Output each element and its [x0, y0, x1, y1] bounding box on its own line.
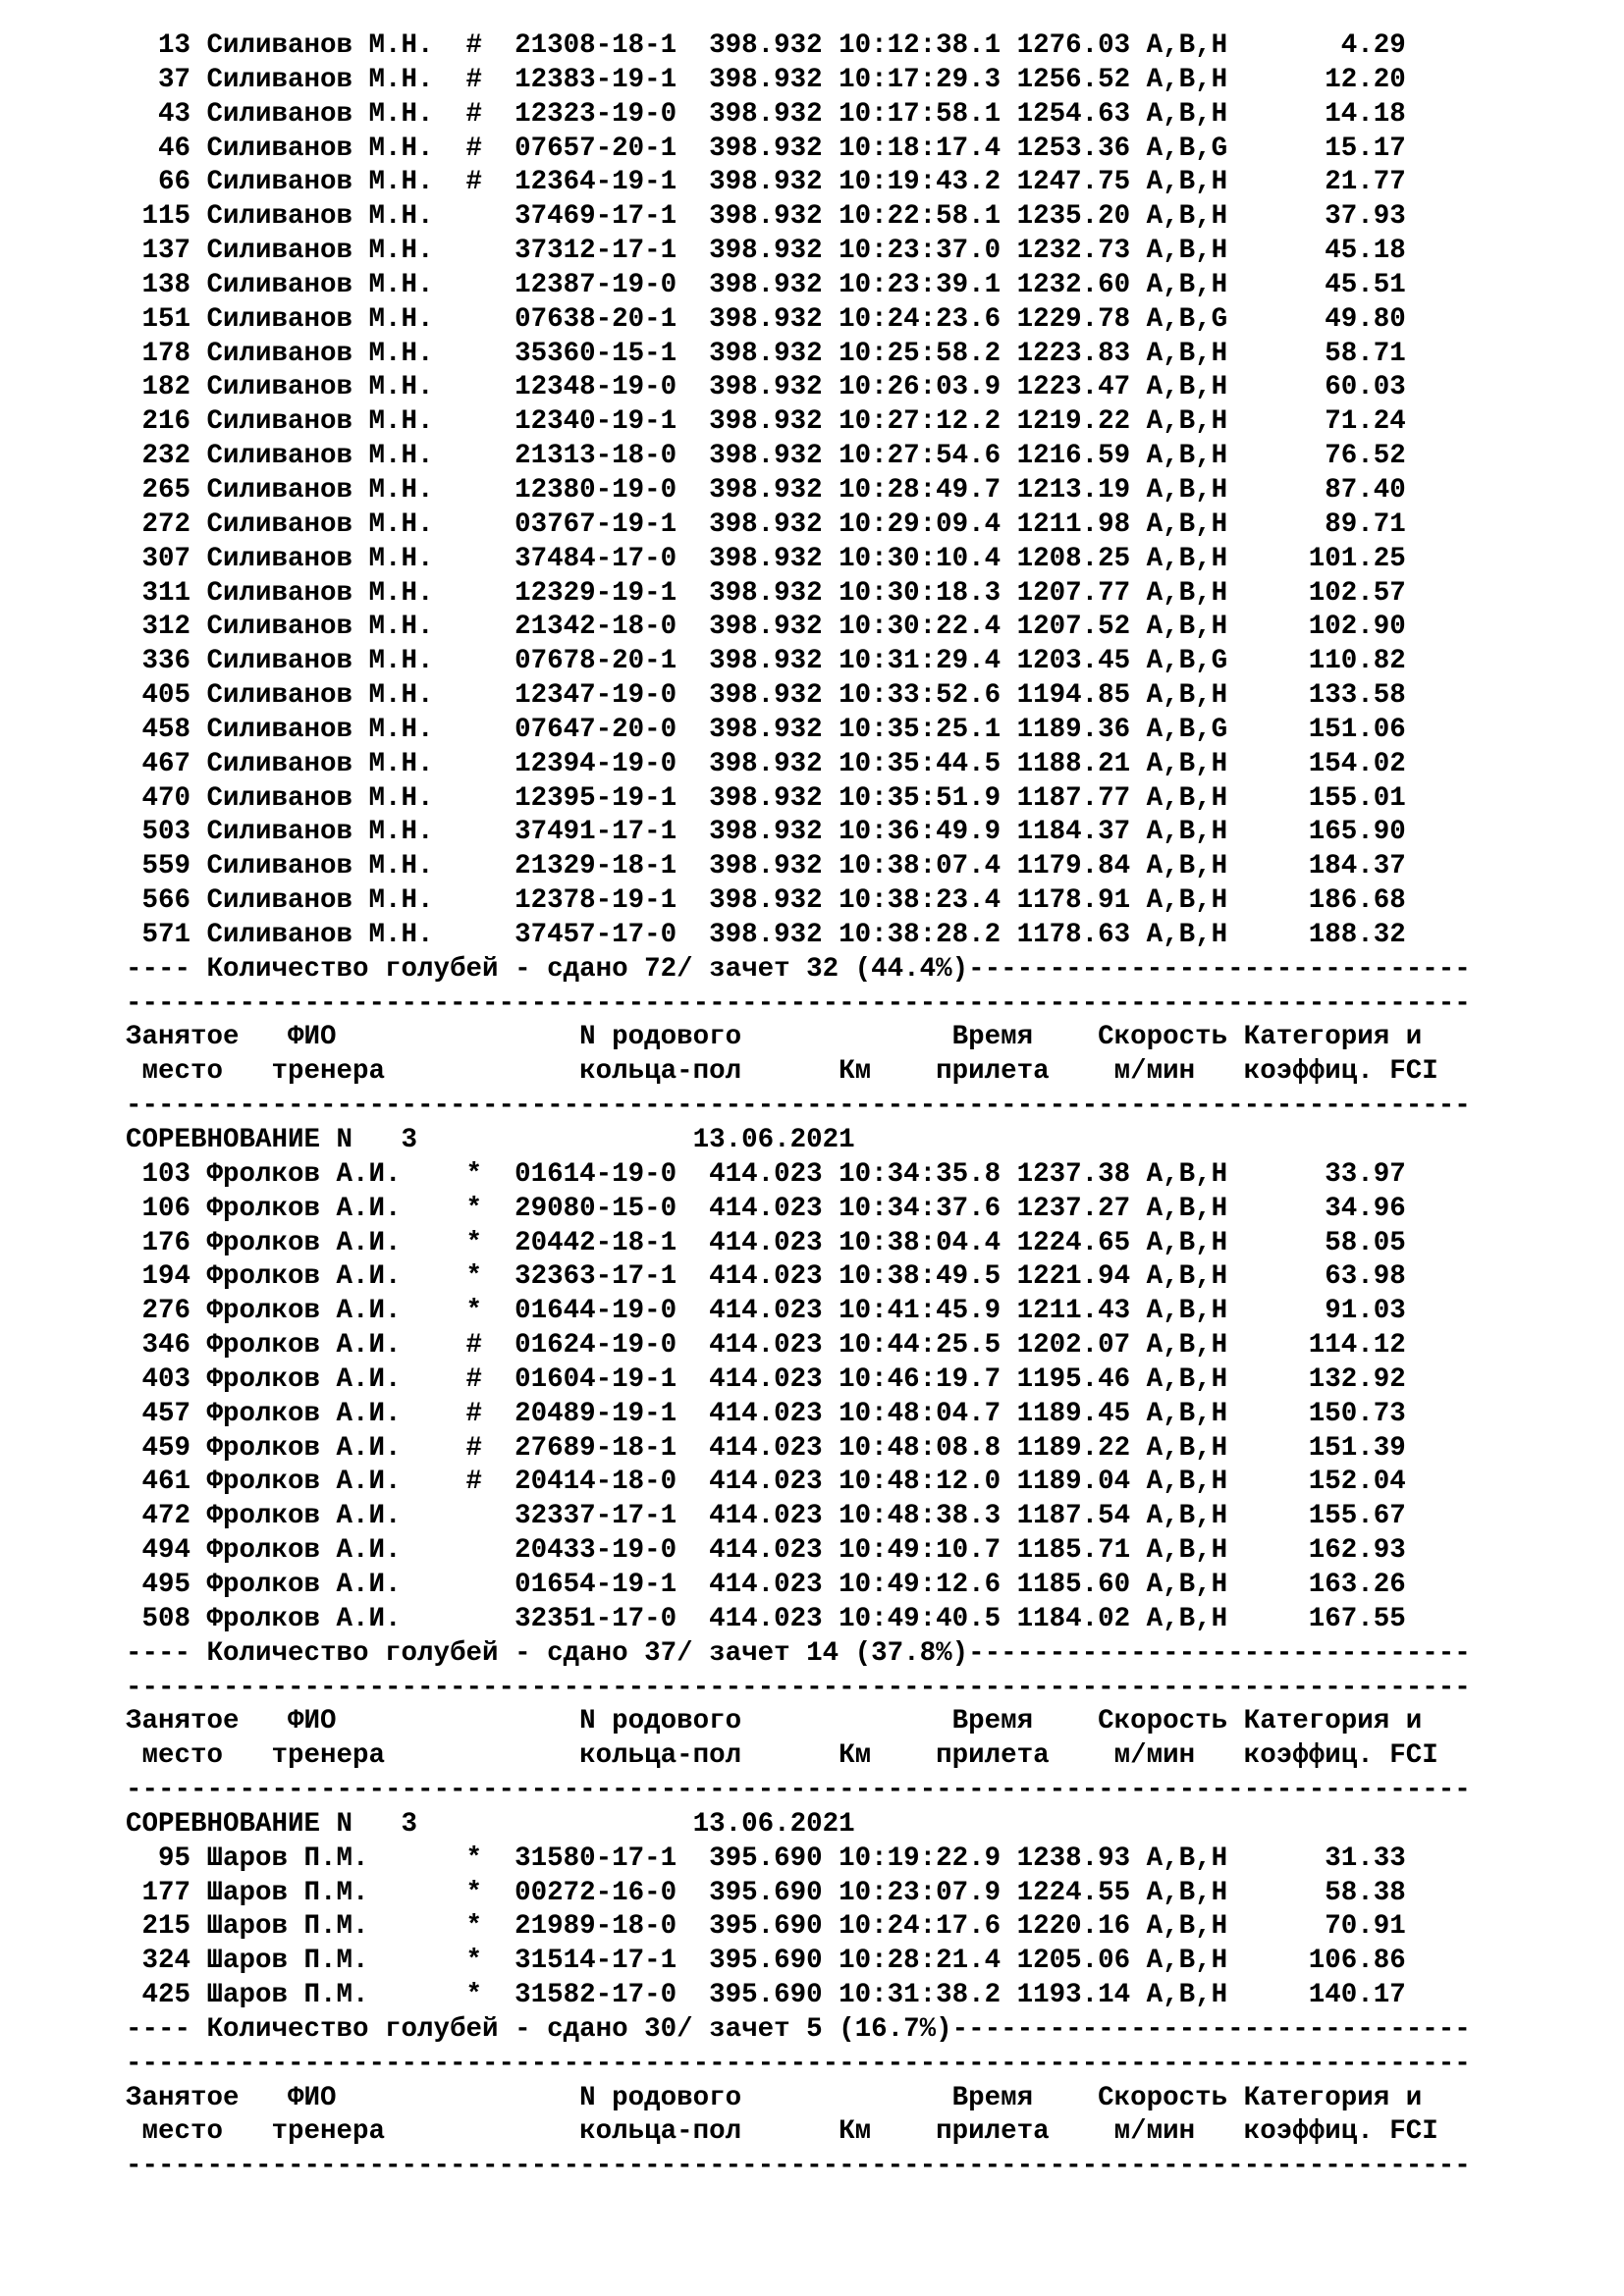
table-row: 138 Силиванов М.Н. 12387-19-0 398.932 10:23:39.1 1232.60 A,B,H 45.51	[126, 269, 1406, 300]
table-row: 472 Фролков А.И. 32337-17-1 414.023 10:48:38.3 1187.54 A,B,H 155.67	[126, 1501, 1406, 1532]
column-header-line-1: Занятое ФИО N родового Время Скорость Категория и	[126, 1706, 1423, 1737]
separator-line: -----------------------------------------------------------------------------------	[126, 1672, 1471, 1703]
table-row: 571 Силиванов М.Н. 37457-17-0 398.932 10:38:28.2 1178.63 A,B,H 188.32	[126, 919, 1406, 950]
table-row: 232 Силиванов М.Н. 21313-18-0 398.932 10:27:54.6 1216.59 A,B,H 76.52	[126, 441, 1406, 472]
table-row: 151 Силиванов М.Н. 07638-20-1 398.932 10:24:23.6 1229.78 A,B,G 49.80	[126, 303, 1406, 335]
separator-line: -----------------------------------------------------------------------------------	[126, 988, 1471, 1019]
table-row: 215 Шаров П.М. * 21989-18-0 395.690 10:24:17.6 1220.16 A,B,H 70.91	[126, 1911, 1406, 1943]
table-row: 178 Силиванов М.Н. 35360-15-1 398.932 10:25:58.2 1223.83 A,B,H 58.71	[126, 338, 1406, 369]
table-row: 324 Шаров П.М. * 31514-17-1 395.690 10:28:21.4 1205.06 A,B,H 106.86	[126, 1946, 1406, 1977]
section-summary: ---- Количество голубей - сдано 37/ зачет 14 (37.8%)-------------------------------	[126, 1637, 1471, 1669]
table-row: 470 Силиванов М.Н. 12395-19-1 398.932 10:35:51.9 1187.77 A,B,H 155.01	[126, 782, 1406, 814]
table-row: 194 Фролков А.И. * 32363-17-1 414.023 10:38:49.5 1221.94 A,B,H 63.98	[126, 1261, 1406, 1293]
table-row: 559 Силиванов М.Н. 21329-18-1 398.932 10:38:07.4 1179.84 A,B,H 184.37	[126, 851, 1406, 882]
separator-line: -----------------------------------------------------------------------------------	[126, 1775, 1471, 1806]
table-row: 467 Силиванов М.Н. 12394-19-0 398.932 10:35:44.5 1188.21 A,B,H 154.02	[126, 748, 1406, 779]
table-row: 405 Силиванов М.Н. 12347-19-0 398.932 10:33:52.6 1194.85 A,B,H 133.58	[126, 680, 1406, 712]
competition-heading-line: СОРЕВНОВАНИЕ N 3 13.06.2021	[126, 1808, 937, 1840]
column-header-line-2: место тренера кольца-пол Км прилета м/мин коэффиц. FCI	[126, 1740, 1438, 1772]
table-row: 494 Фролков А.И. 20433-19-0 414.023 10:49:10.7 1185.71 A,B,H 162.93	[126, 1535, 1406, 1567]
table-row: 425 Шаров П.М. * 31582-17-0 395.690 10:31:38.2 1193.14 A,B,H 140.17	[126, 1980, 1406, 2011]
table-row: 312 Силиванов М.Н. 21342-18-0 398.932 10:30:22.4 1207.52 A,B,H 102.90	[126, 612, 1406, 643]
table-row: 216 Силиванов М.Н. 12340-19-1 398.932 10:27:12.2 1219.22 A,B,H 71.24	[126, 406, 1406, 438]
table-row: 176 Фролков А.И. * 20442-18-1 414.023 10:38:04.4 1224.65 A,B,H 58.05	[126, 1227, 1406, 1258]
competition-heading-line: СОРЕВНОВАНИЕ N 3 13.06.2021	[126, 1125, 937, 1155]
table-row: 66 Силиванов М.Н. # 12364-19-1 398.932 10:19:43.2 1247.75 A,B,H 21.77	[126, 167, 1406, 198]
table-row: 103 Фролков А.И. * 01614-19-0 414.023 10:34:35.8 1237.38 A,B,H 33.97	[126, 1158, 1406, 1190]
separator-line: -----------------------------------------------------------------------------------	[126, 2048, 1471, 2079]
table-row: 459 Фролков А.И. # 27689-18-1 414.023 10:48:08.8 1189.22 A,B,H 151.39	[126, 1432, 1406, 1464]
table-row: 457 Фролков А.И. # 20489-19-1 414.023 10:48:04.7 1189.45 A,B,H 150.73	[126, 1398, 1406, 1429]
column-header-line-2: место тренера кольца-пол Км прилета м/мин коэффиц. FCI	[126, 2116, 1438, 2148]
table-row: 177 Шаров П.М. * 00272-16-0 395.690 10:23:07.9 1224.55 A,B,H 58.38	[126, 1877, 1406, 1908]
table-row: 307 Силиванов М.Н. 37484-17-0 398.932 10:30:10.4 1208.25 A,B,H 101.25	[126, 543, 1406, 574]
table-row: 43 Силиванов М.Н. # 12323-19-0 398.932 10:17:58.1 1254.63 A,B,H 14.18	[126, 98, 1406, 130]
table-row: 461 Фролков А.И. # 20414-18-0 414.023 10:48:12.0 1189.04 A,B,H 152.04	[126, 1467, 1406, 1498]
table-row: 115 Силиванов М.Н. 37469-17-1 398.932 10:22:58.1 1235.20 A,B,H 37.93	[126, 201, 1406, 233]
table-row: 13 Силиванов М.Н. # 21308-18-1 398.932 10:12:38.1 1276.03 A,B,H 4.29	[126, 30, 1406, 61]
table-row: 495 Фролков А.И. 01654-19-1 414.023 10:49:12.6 1185.60 A,B,H 163.26	[126, 1569, 1406, 1600]
column-header-line-1: Занятое ФИО N родового Время Скорость Категория и	[126, 1022, 1423, 1053]
table-row: 276 Фролков А.И. * 01644-19-0 414.023 10:41:45.9 1211.43 A,B,H 91.03	[126, 1296, 1406, 1327]
table-row: 508 Фролков А.И. 32351-17-0 414.023 10:49:40.5 1184.02 A,B,H 167.55	[126, 1603, 1406, 1634]
column-header-line-2: место тренера кольца-пол Км прилета м/мин коэффиц. FCI	[126, 1056, 1438, 1088]
table-row: 336 Силиванов М.Н. 07678-20-1 398.932 10:31:29.4 1203.45 A,B,G 110.82	[126, 646, 1406, 677]
table-row: 37 Силиванов М.Н. # 12383-19-1 398.932 10:17:29.3 1256.52 A,B,H 12.20	[126, 64, 1406, 95]
section-summary: ---- Количество голубей - сдано 72/ зачет 32 (44.4%)-------------------------------	[126, 953, 1471, 985]
separator-line: -----------------------------------------------------------------------------------	[126, 2151, 1471, 2182]
table-row: 46 Силиванов М.Н. # 07657-20-1 398.932 10:18:17.4 1253.36 A,B,G 15.17	[126, 133, 1406, 164]
table-row: 272 Силиванов М.Н. 03767-19-1 398.932 10:29:09.4 1211.98 A,B,H 89.71	[126, 508, 1406, 540]
separator-line: -----------------------------------------------------------------------------------	[126, 1091, 1471, 1122]
section-summary: ---- Количество голубей - сдано 30/ зачет 5 (16.7%)--------------------------------	[126, 2013, 1471, 2045]
table-row: 265 Силиванов М.Н. 12380-19-0 398.932 10:28:49.7 1213.19 A,B,H 87.40	[126, 474, 1406, 506]
table-row: 106 Фролков А.И. * 29080-15-0 414.023 10:34:37.6 1237.27 A,B,H 34.96	[126, 1193, 1406, 1224]
table-row: 503 Силиванов М.Н. 37491-17-1 398.932 10:36:49.9 1184.37 A,B,H 165.90	[126, 817, 1406, 848]
table-row: 566 Силиванов М.Н. 12378-19-1 398.932 10:38:23.4 1178.91 A,B,H 186.68	[126, 885, 1406, 917]
table-row: 403 Фролков А.И. # 01604-19-1 414.023 10:46:19.7 1195.46 A,B,H 132.92	[126, 1363, 1406, 1395]
table-row: 311 Силиванов М.Н. 12329-19-1 398.932 10:30:18.3 1207.77 A,B,H 102.57	[126, 577, 1406, 609]
table-row: 182 Силиванов М.Н. 12348-19-0 398.932 10:26:03.9 1223.47 A,B,H 60.03	[126, 372, 1406, 403]
table-row: 346 Фролков А.И. # 01624-19-0 414.023 10:44:25.5 1202.07 A,B,H 114.12	[126, 1330, 1406, 1362]
table-row: 458 Силиванов М.Н. 07647-20-0 398.932 10:35:25.1 1189.36 A,B,G 151.06	[126, 714, 1406, 745]
table-row: 137 Силиванов М.Н. 37312-17-1 398.932 10:23:37.0 1232.73 A,B,H 45.18	[126, 236, 1406, 267]
results-report	[126, 29, 1598, 2184]
table-row: 95 Шаров П.М. * 31580-17-1 395.690 10:19:22.9 1238.93 A,B,H 31.33	[126, 1842, 1406, 1874]
column-header-line-1: Занятое ФИО N родового Время Скорость Категория и	[126, 2082, 1423, 2113]
